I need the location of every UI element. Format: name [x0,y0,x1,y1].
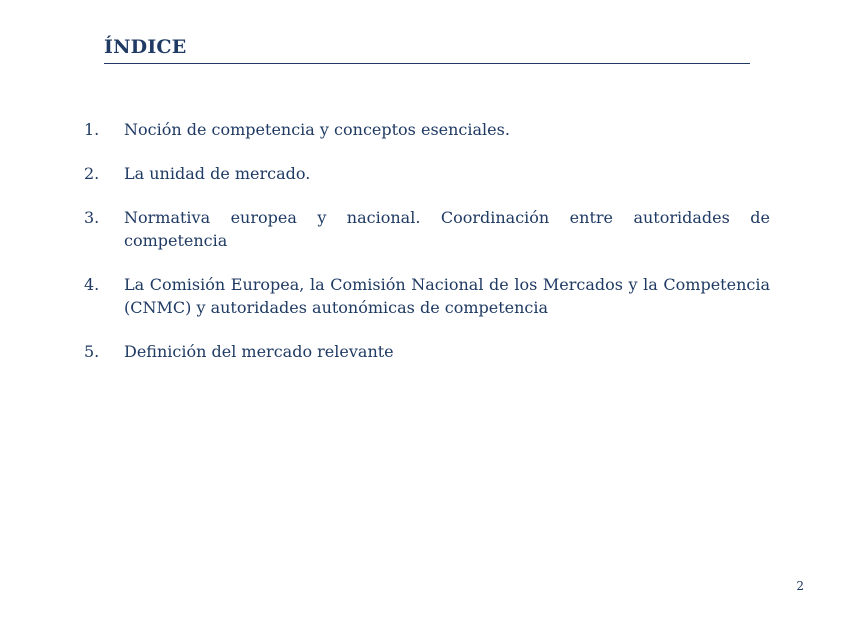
toc-item-number: 1. [84,120,100,139]
toc-item-text: Normativa europea y nacional. Coordinación entre autoridades de competencia [124,208,770,250]
toc-item-1 [84,118,770,141]
toc-item-4 [84,273,770,319]
title-underline [104,63,750,64]
page-number: 2 [796,579,804,593]
slide-title: ÍNDICE [104,36,187,58]
toc-item-5 [84,340,770,363]
toc-item-3 [84,206,770,252]
toc-item-number: 2. [84,164,100,183]
toc-item-text: Definición del mercado relevante [124,342,394,361]
toc-item-text: Noción de competencia y conceptos esenciales. [124,120,510,139]
toc-item-2 [84,162,770,185]
toc-item-number: 4. [84,275,100,294]
table-of-contents [84,118,770,384]
toc-item-number: 5. [84,342,100,361]
toc-item-text: La Comisión Europea, la Comisión Nacional de los Mercados y la Competencia (CNMC) y autoridades autonómicas de competencia [124,275,770,317]
toc-item-number: 3. [84,208,100,227]
toc-item-text: La unidad de mercado. [124,164,311,183]
